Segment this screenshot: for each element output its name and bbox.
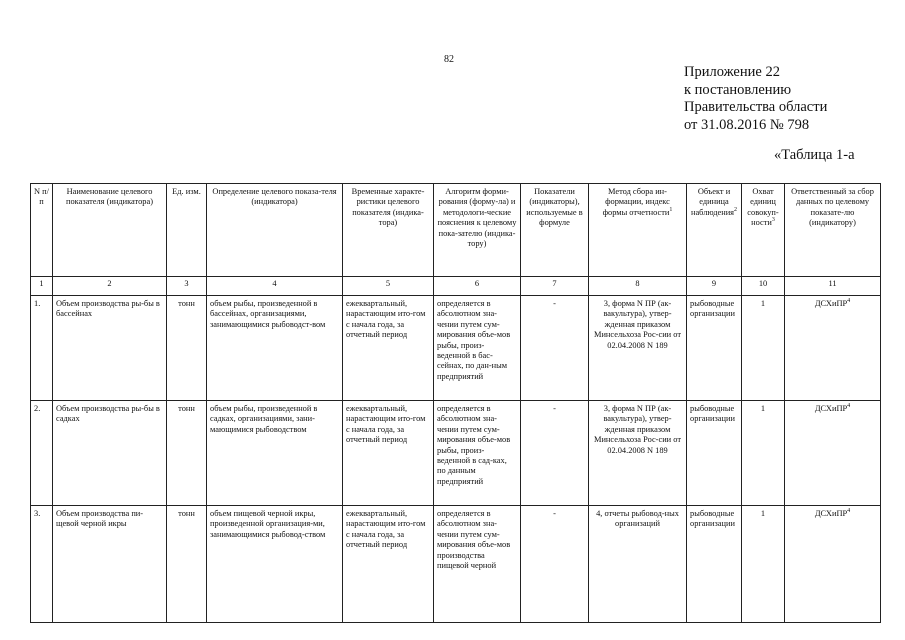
observation-object: рыбоводные организации: [687, 296, 742, 401]
responsible: [785, 401, 881, 506]
footnote-mark: 4: [847, 403, 851, 410]
appendix-line-3: Правительства области: [684, 99, 828, 115]
formula-indicators: -: [521, 506, 589, 623]
algorithm: определяется в абсолютном зна-чении путем сум-мирования объе-мов производства пищевой черной: [434, 506, 521, 623]
header-cell: N п/п: [31, 184, 53, 277]
unit: тонн: [167, 296, 207, 401]
header-cell: [742, 184, 785, 277]
header-cell: [589, 184, 687, 277]
column-number: 6: [434, 277, 521, 296]
collection-method: 4, отчеты рыбовод-ных организаций: [589, 506, 687, 623]
time-characteristics: ежеквартальный, нарастающим ито-гом с начала года, за отчетный период: [343, 401, 434, 506]
responsible-text: ДСХиПР: [814, 509, 848, 518]
header-cell: Ед. изм.: [167, 184, 207, 277]
column-number: 8: [589, 277, 687, 296]
indicator-name: Объем производства ры-бы в садках: [53, 401, 167, 506]
definition: объем рыбы, произведенной в бассейнах, организациями, занимающимися рыбоводст-вом: [207, 296, 343, 401]
observation-object: рыбоводные организации: [687, 506, 742, 623]
unit: тонн: [167, 506, 207, 623]
header-cell: Определение целевого показа-теля (индикатора): [207, 184, 343, 277]
coverage: 1: [742, 296, 785, 401]
indicator-name: Объем производства пи-щевой черной икры: [53, 506, 167, 623]
algorithm: определяется в абсолютном зна-чении путем сум-мирования объе-мов рыбы, произ-веденной в бас-сейнах, по дан-ным предприятий: [434, 296, 521, 401]
footnote-mark: 3: [771, 217, 775, 224]
page-number: 82: [444, 54, 454, 65]
appendix-line-4: от 31.08.2016 № 798: [684, 116, 810, 133]
responsible-text: ДСХиПР: [814, 404, 848, 413]
unit: тонн: [167, 401, 207, 506]
column-number: 1: [31, 277, 53, 296]
time-characteristics: ежеквартальный, нарастающим ито-гом с начала года, за отчетный период: [343, 296, 434, 401]
header-row: [31, 184, 881, 277]
responsible: [785, 296, 881, 401]
coverage: 1: [742, 506, 785, 623]
observation-object: рыбоводные организации: [687, 401, 742, 506]
header-cell: Наименование целевого показателя (индикатора): [53, 184, 167, 277]
table-row: [31, 401, 881, 506]
coverage: 1: [742, 401, 785, 506]
header-cell: Временные характе-ристики целевого показателя (индика-тора): [343, 184, 434, 277]
column-number: 5: [343, 277, 434, 296]
definition: объем пищевой черной икры, произведенной организация-ми, занимающимися рыбовод-ством: [207, 506, 343, 623]
appendix-header: [684, 64, 827, 134]
row-number: 2.: [31, 401, 53, 506]
algorithm: определяется в абсолютном зна-чении путем сум-мирования объе-мов рыбы, произ-веденной в сад-ках, по данным предприятий: [434, 401, 521, 506]
table-row: [31, 506, 881, 623]
column-number: 9: [687, 277, 742, 296]
definition: объем рыбы, произведенной в садках, организациями, зани-мающимися рыбоводством: [207, 401, 343, 506]
appendix-line-2: к постановлению: [684, 81, 792, 98]
column-number: 2: [53, 277, 167, 296]
footnote-mark: 1: [669, 207, 673, 214]
header-text: Объект и единица наблюдения: [690, 187, 735, 217]
column-number: 10: [742, 277, 785, 296]
footnote-mark: 4: [847, 298, 851, 305]
formula-indicators: -: [521, 296, 589, 401]
header-text: Метод сбора ин-формации, индекс формы отчетности: [602, 187, 670, 217]
header-cell: Ответственный за сбор данных по целевому показате-лю (индикатору): [785, 184, 881, 277]
indicator-name: Объем производства ры-бы в бассейнах: [53, 296, 167, 401]
column-number: 11: [785, 277, 881, 296]
appendix-line-1: Приложение 22: [684, 64, 780, 80]
indicators-table: [30, 183, 881, 623]
collection-method: 3, форма N ПР (ак-вакультура), утвер-жденная приказом Минсельхоза Рос-сии от 02.04.2008 N 189: [589, 401, 687, 506]
responsible: [785, 506, 881, 623]
header-cell: Показатели (индикаторы), используемые в формуле: [521, 184, 589, 277]
column-number: 3: [167, 277, 207, 296]
time-characteristics: ежеквартальный, нарастающим ито-гом с начала года, за отчетный период: [343, 506, 434, 623]
footnote-mark: 4: [847, 508, 851, 515]
header-cell: [687, 184, 742, 277]
row-number: 1.: [31, 296, 53, 401]
header-cell: Алгоритм форми-рования (форму-ла) и методологи-ческие пояснения к целевому пока-зателю (индика-тору): [434, 184, 521, 277]
responsible-text: ДСХиПР: [814, 299, 848, 308]
table-label: «Таблица 1-а: [774, 147, 855, 163]
footnote-mark: 2: [734, 207, 738, 214]
column-number: 4: [207, 277, 343, 296]
table-row: [31, 296, 881, 401]
formula-indicators: -: [521, 401, 589, 506]
column-number: 7: [521, 277, 589, 296]
column-number-row: [31, 277, 881, 296]
header-text: Охват единиц совокуп-ности: [747, 187, 779, 228]
row-number: 3.: [31, 506, 53, 623]
collection-method: 3, форма N ПР (ак-вакультура), утвер-жденная приказом Минсельхоза Рос-сии от 02.04.2008 N 189: [589, 296, 687, 401]
